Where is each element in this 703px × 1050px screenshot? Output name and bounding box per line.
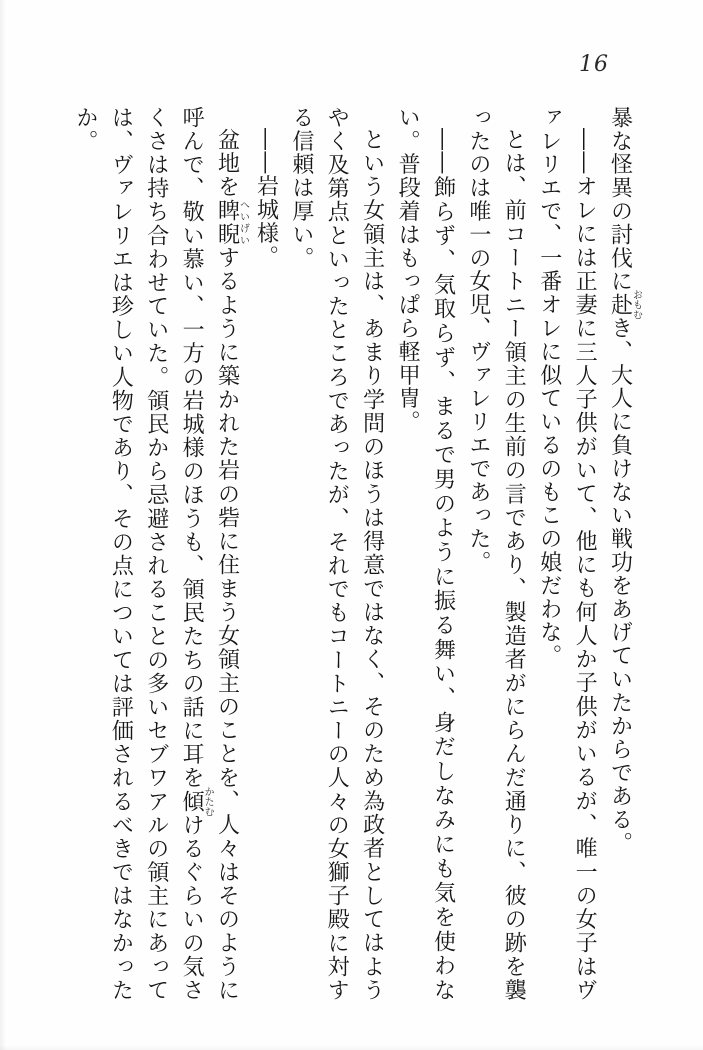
page-number: 16 xyxy=(579,52,609,77)
paragraph: ――岩城様。 xyxy=(253,128,279,269)
page-edge-shadow-bottom xyxy=(0,1045,703,1050)
ruby-annotated-text: 傾かたむ xyxy=(179,786,214,817)
ruby-annotated-text: 赴おもむ xyxy=(607,289,642,320)
page-edge-shadow-left xyxy=(0,0,6,1050)
body-text xyxy=(68,106,642,1002)
paragraph: 暴な怪異の討伐に赴おもむき、大人に負けない戦功をあげていたからである。 xyxy=(607,106,642,855)
paragraph: ――オレには正妻に三人子供がいて、他にも何人か子供がいるが、唯一の女子はヴァレリエで、一番オレに似ているのもこの娘だわな。 xyxy=(536,106,598,1002)
ruby-annotated-text: 睥睨へいげい xyxy=(214,198,249,247)
paragraph: とは、前コートニー領主の生前の言であり、製造者がにらんだ通りに、彼の跡を襲ったのは唯一の女児、ヴァレリエであった。 xyxy=(465,106,527,1002)
paragraph: 盆地を睥睨へいげいするように築かれた岩の砦に住まう女領主のことを、人々はそのように呼んで、敬い慕い、一方の岩城様のほうも、領民たちの話に耳を傾かたむけるぐらいの気さくさは持ち合わせていた。領民から忌避されることの多いセブワアルの領主にあっては、ヴァレリエは珍しい人物であり、その点については評価されるべきではなかったか。 xyxy=(72,106,249,1002)
paragraph: ――飾らず、気取らず、まるで男のように振る舞い、身だしなみにも気を使わない。普段着はもっぱら軽甲冑。 xyxy=(395,106,456,1002)
paragraph: という女領主は、あまり学問のほうは得意ではなく、そのため為政者としてはようやく及第点といったところであったが、それでもコートニーの人々の女獅子殿に対する信頼は厚い。 xyxy=(288,106,385,1002)
